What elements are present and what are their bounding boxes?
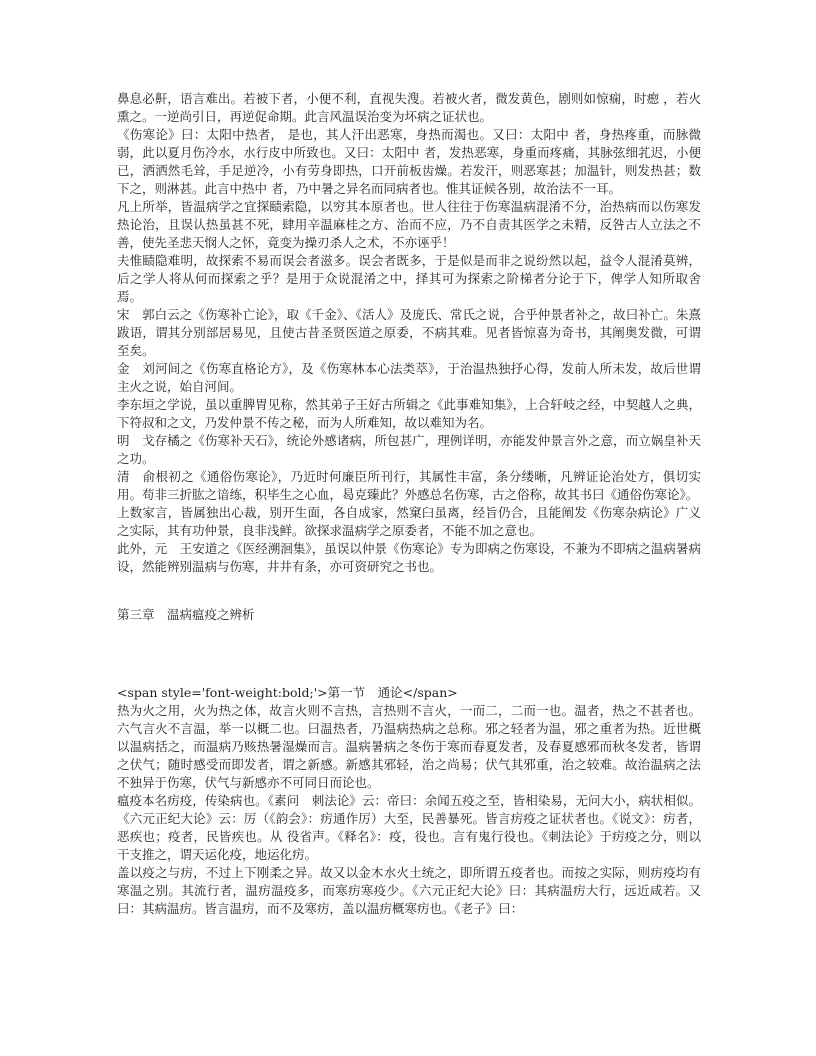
body-paragraph: 瘟疫本名疠疫，传染病也。《素问 刺法论》云：帝曰：余闻五疫之至，皆相染易，无问大小，病状相似。《六元正纪大论》云：厉（《韵会》：疠通作厉）大至，民善暴死。皆言疠疫之证状者也。《说文》：疠者，恶疾也；疫者，民皆疾也。从 役省声。《释名》：疫，役也。言有鬼行役也。《刺法论》于疠疫之分，则以干支推之，谓天运化疫，地运化疠。 xyxy=(117,793,701,862)
body-text-block-2 xyxy=(117,684,701,918)
body-paragraph: 热为火之用，火为热之体，故言火则不言热，言热则不言火，一而二，二而一也。温者，热之不甚者也。六气言火不言温，举一以概二也。曰温热者，乃温病热病之总称。邪之轻者为温，邪之重者为热。近世概以温病括之，而温病乃赅热暑湿燥而言。温病暑病之冬伤于寒而春夏发者，及春夏感邪而秋冬发者，皆谓之伏气；随时感受而即发者，谓之新感。新感其邪轻，治之尚易；伏气其邪重，治之较难。故治温病之法不独异于伤寒，伏气与新感亦不可同日而论也。 xyxy=(117,703,701,790)
body-paragraph: 李东垣之学说，虽以重脾胃见称，然其弟子王好古所辑之《此事难知集》，上合轩岐之经，中契越人之典，下符叔和之文，乃发仲景不传之秘，而为人所难知，故以难知为名。 xyxy=(117,397,701,430)
body-paragraph: 此外，元 王安道之《医经溯洄集》，虽误以仲景《伤寒论》专为即病之伤寒设，不兼为不即病之温病暑病设，然能辨别温病与伤寒，井井有条，亦可资研究之书也。 xyxy=(117,541,701,574)
body-paragraph: 鼻息必鼾，语言难出。若被下者，小便不利，直视失溲。若被火者，微发黄色，剧则如惊痫，时瘛 ，若火熏之。一逆尚引日，再逆促命期。此言风温误治变为坏病之证状也。 xyxy=(117,91,701,124)
body-paragraph: 盖以疫之与疠，不过上下刚柔之异。故又以金木水火土统之，即所谓五疫者也。而按之实际，则疠疫均有寒温之别。其流行者，温疠温疫多，而寒疠寒疫少。《六元正纪大论》曰：其病温疠大行，远近咸若。又曰：其病温疠。皆言温疠，而不及寒疠，盖以温疠概寒疠也。《老子》曰： xyxy=(117,865,701,916)
body-paragraph: 《伤寒论》曰：太阳中热者， 是也，其人汗出恶寒，身热而渴也。又曰：太阳中 者，身热疼重，而脉微弱，此以夏月伤冷水，水行皮中所致也。又曰：太阳中 者，发热恶寒，身重而疼痛，其脉弦细芤迟，小便已，洒洒然毛耸，手足逆冷，小有劳身即热，口开前板齿燥。若发汗，则恶寒甚；加温针，则发热甚；数下之，则淋甚。此言中热中 者，乃中暑之异名而同病者也。惟其证候各别，故治法不一耳。 xyxy=(117,127,701,196)
body-paragraph: 清 俞根初之《通俗伤寒论》，乃近时何廉臣所刊行，其属性丰富，条分缕晰，凡辨证论治处方，俱切实用。苟非三折肱之谙练，积毕生之心血，曷克臻此？外感总名伤寒，古之俗称，故其书曰《通俗伤寒论》。 xyxy=(117,469,701,502)
body-paragraph: 上数家言，皆属独出心裁，别开生面，各自成家，然窠臼虽离，经旨仍合，且能阐发《伤寒杂病论》广义之实际，其有功仲景，良非浅鲜。欲探求温病学之原委者，不能不加之意也。 xyxy=(117,505,701,538)
body-paragraph: 宋 郭白云之《伤寒补亡论》，取《千金》、《活人》及庞氏、常氏之说，合乎仲景者补之，故曰补亡。朱熹跋语，谓其分别部居易见，且使古昔圣贤医道之原委，不病其难。见者皆惊喜为奇书，其阐奥发微，可谓至矣。 xyxy=(117,307,701,358)
body-paragraph: 明 戈存橘之《伤寒补天石》，统论外感诸病，所包甚广，理例详明，亦能发仲景言外之意，而立娲皇补天之功。 xyxy=(117,433,701,466)
body-text-block-1 xyxy=(117,90,701,576)
chapter-heading: 第三章 温病瘟疫之辨析 xyxy=(117,607,255,622)
section-heading-literal-markup: <span style='font-weight:bold;'>第一节 通论</span> xyxy=(117,685,458,700)
body-paragraph: 凡上所举，皆温病学之宜探赜索隐，以穷其本原者也。世人往往于伤寒温病混淆不分，治热病而以伤寒发热论治，且误认热虽甚不死，肆用辛温麻桂之方、治而不应，乃不自责其医学之未精，反咎古人立法之不善，使先圣悲天悯人之怀，竟变为操刃杀人之术，不亦诬乎！ xyxy=(117,199,701,250)
body-paragraph: 金 刘河间之《伤寒直格论方》，及《伤寒林本心法类萃》，于治温热独抒心得，发前人所未发，故后世谓主火之说，始自河间。 xyxy=(117,361,701,394)
body-paragraph: 夫惟赜隐难明，故探索不易而误会者滋多。误会者既多，于是似是而非之说纷然以起，益令人混淆莫辨，后之学人将从何而探索之乎？是用于众说混淆之中，择其可为探索之阶梯者分论于下，俾学人知所取舍焉。 xyxy=(117,253,701,304)
